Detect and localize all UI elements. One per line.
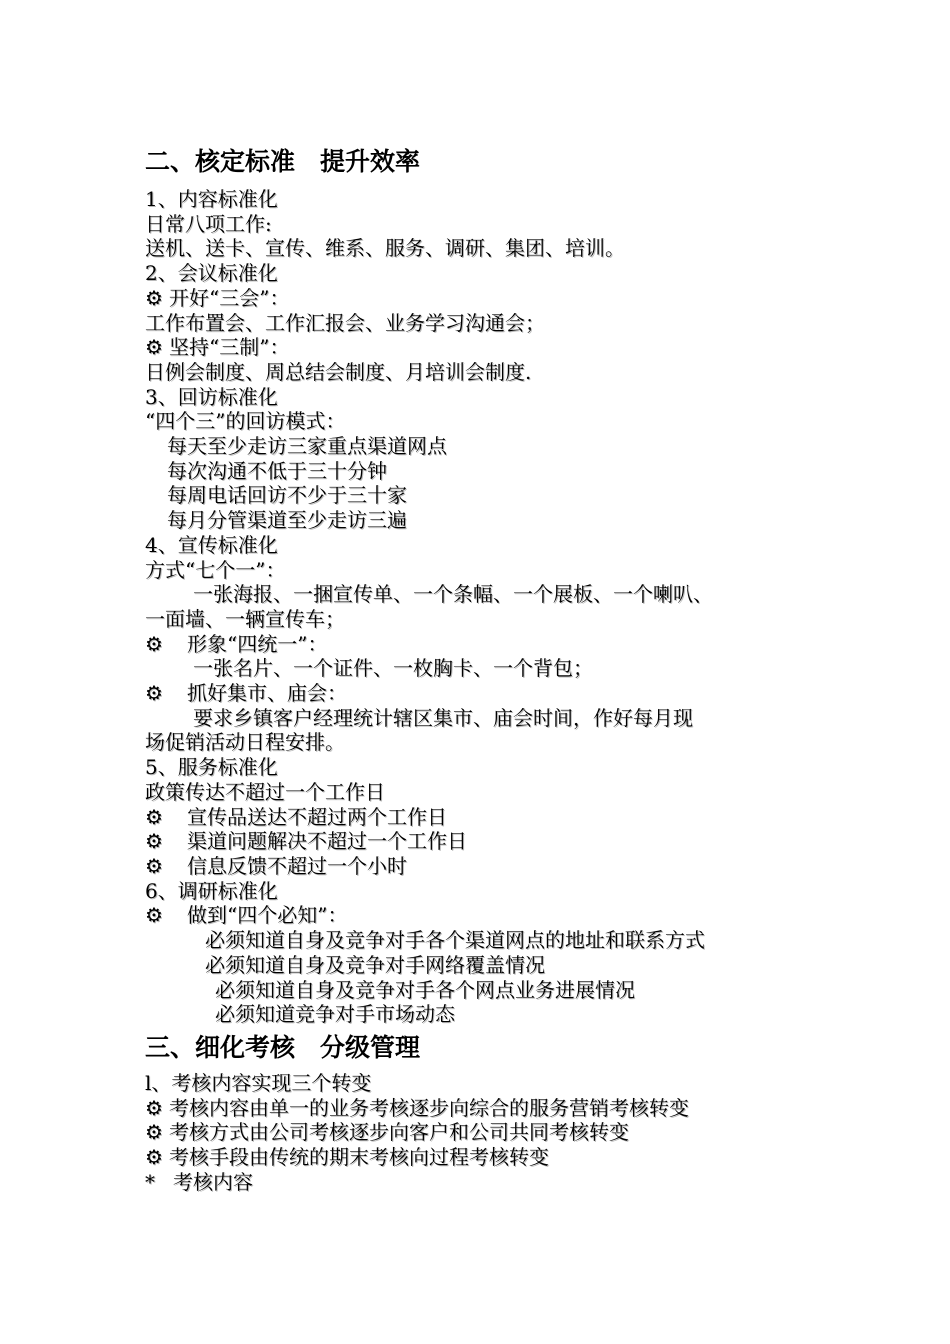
s2-bullet-item: ⚙ 开好“三会”：	[145, 285, 290, 310]
s1-line2: 送机、送卡、宣传、维系、服务、调研、集团、培训。	[145, 236, 625, 261]
s6-item: 必须知道自身及竞争对手各个网点业务进展情况	[215, 977, 635, 1002]
gear-bullet-icon: ⚙	[145, 631, 163, 656]
gear-bullet-icon: ⚙	[145, 335, 163, 360]
s2-line2: 日例会制度、周总结会制度、月培训会制度.	[145, 359, 532, 384]
s1-title: 1、内容标准化	[145, 187, 278, 211]
section3-bullet-item: ⚙ 考核方式由公司考核逐步向客户和公司共同考核转变	[145, 1120, 629, 1145]
s6-title: 6、调研标准化	[145, 878, 278, 903]
gear-bullet-icon: ⚙	[145, 903, 163, 928]
section2-heading: 二、核定标准 提升效率	[145, 147, 421, 176]
document-page	[145, 145, 845, 1194]
s2-bullet-item: ⚙ 坚持“三制”：	[145, 335, 290, 360]
s4-line4: 一张名片、一个证件、一枚胸卡、一个背包；	[193, 656, 593, 681]
gear-bullet-icon: ⚙	[145, 1120, 163, 1145]
s5-bullet-item: ⚙ 宣传品送达不超过两个工作日	[145, 804, 447, 829]
s4-line1: 方式“七个一”：	[145, 557, 286, 582]
section3-star-item: * 考核内容	[145, 1169, 253, 1194]
s3-item: 每天至少走访三家重点渠道网点	[167, 434, 447, 459]
s3-line1: “四个三”的回访模式：	[145, 409, 346, 434]
s4-bullet-item: ⚙ 形象“四统一”：	[145, 631, 328, 656]
s2-title: 2、会议标准化	[145, 261, 278, 286]
gear-bullet-icon: ⚙	[145, 681, 163, 706]
section3-heading: 三、细化考核 分级管理	[145, 1032, 421, 1062]
gear-bullet-icon: ⚙	[145, 829, 163, 854]
gear-bullet-icon: ⚙	[145, 853, 163, 878]
s4-line6: 场促销活动日程安排。	[145, 730, 345, 755]
gear-bullet-icon: ⚙	[145, 1095, 163, 1120]
s5-line1: 政策传达不超过一个工作日	[145, 779, 385, 804]
section3-bullet-item: ⚙ 考核内容由单一的业务考核逐步向综合的服务营销考核转变	[145, 1095, 689, 1120]
s2-line1: 工作布置会、工作汇报会、业务学习沟通会；	[145, 310, 545, 335]
asterisk-icon: *	[145, 1169, 155, 1194]
s5-title: 5、服务标准化	[145, 755, 278, 780]
s6-item: 必须知道竞争对手市场动态	[215, 1002, 455, 1027]
s1-line1: 日常八项工作:	[145, 211, 272, 236]
s4-bullet-item: ⚙ 抓好集市、庙会：	[145, 681, 347, 706]
s4-title: 4、宣传标准化	[145, 532, 278, 557]
s5-bullet-item: ⚙ 渠道问题解决不超过一个工作日	[145, 829, 467, 854]
s5-bullet-item: ⚙ 信息反馈不超过一个小时	[145, 853, 407, 878]
s4-line5: 要求乡镇客户经理统计辖区集市、庙会时间，作好每月现	[193, 705, 693, 730]
gear-bullet-icon: ⚙	[145, 1145, 163, 1170]
gear-bullet-icon: ⚙	[145, 285, 163, 310]
s3-title: 3、回访标准化	[145, 384, 278, 409]
s6-item: 必须知道自身及竞争对手网络覆盖情况	[205, 952, 545, 977]
s3-item: 每次沟通不低于三十分钟	[167, 458, 387, 483]
gear-bullet-icon: ⚙	[145, 804, 163, 829]
s6-bullet-item: ⚙ 做到“四个必知”：	[145, 903, 348, 928]
s4-line2: 一张海报、一捆宣传单、一个条幅、一个展板、一个喇叭、	[193, 582, 713, 607]
s4-line3: 一面墙、一辆宣传车；	[145, 606, 345, 631]
s3-line1: l、考核内容实现三个转变	[145, 1070, 372, 1095]
s6-item: 必须知道自身及竞争对手各个渠道网点的地址和联系方式	[205, 928, 705, 953]
s3-item: 每周电话回访不少于三十家	[167, 483, 407, 508]
s3-item: 每月分管渠道至少走访三遍	[167, 508, 407, 533]
section3-bullet-item: ⚙ 考核手段由传统的期末考核向过程考核转变	[145, 1145, 549, 1170]
